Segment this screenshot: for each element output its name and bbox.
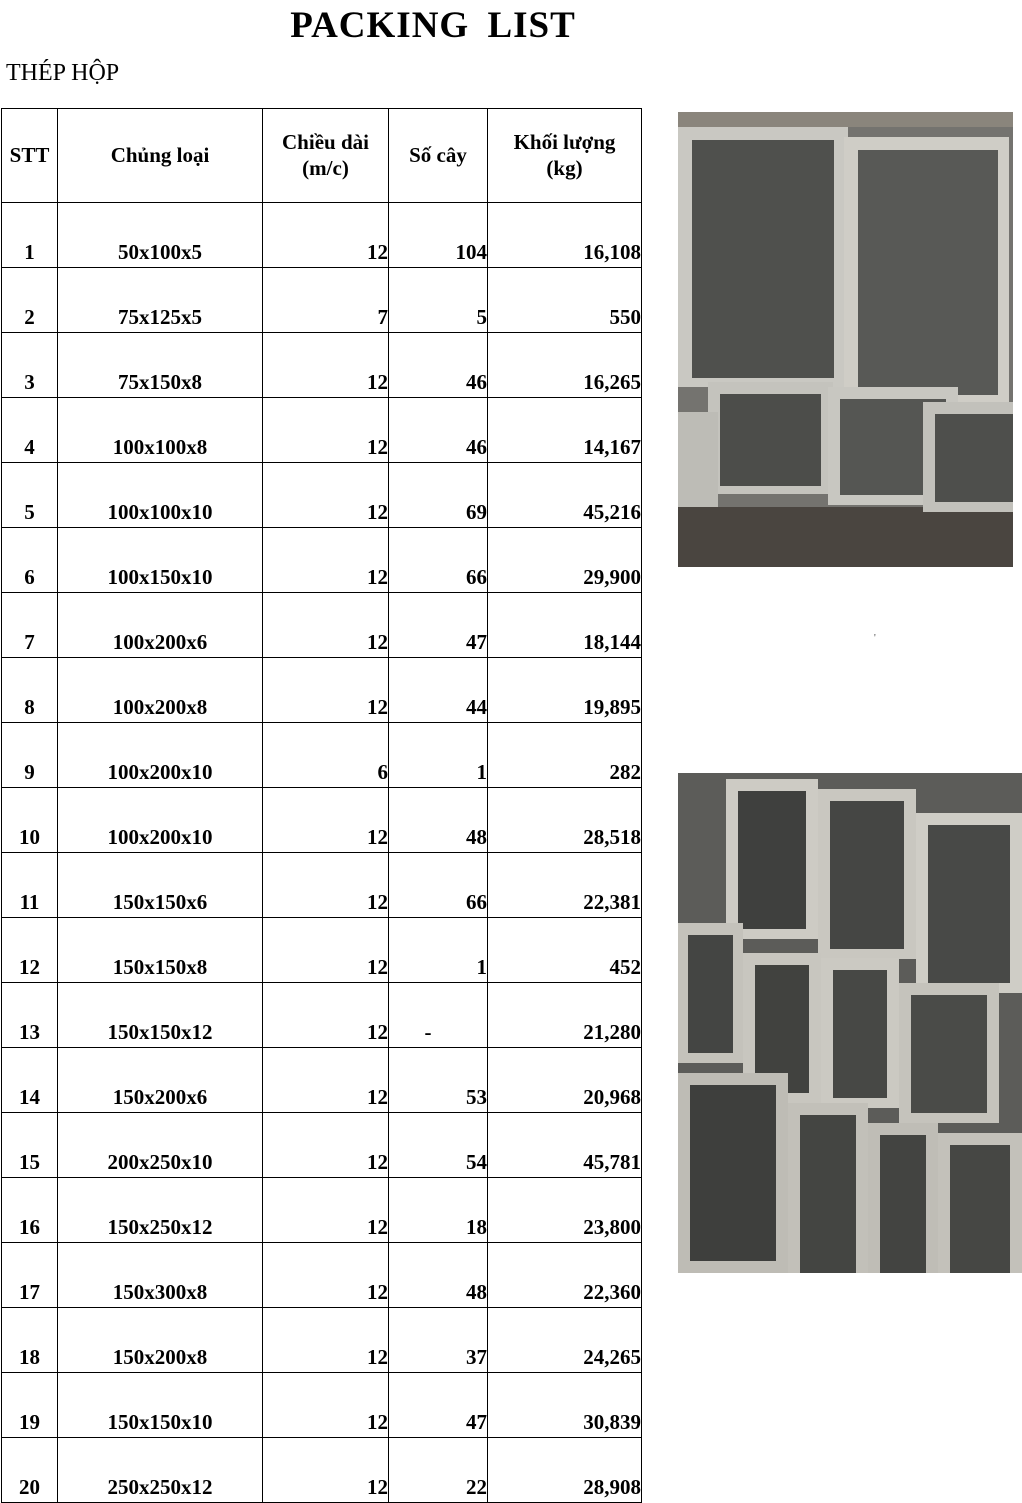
packing-list-table — [1, 108, 642, 1503]
row-stt: 14 — [2, 1048, 58, 1113]
table-row — [2, 203, 642, 268]
row-length: 12 — [263, 1308, 389, 1373]
steel-box-tube-photo — [678, 112, 1013, 567]
row-stt: 13 — [2, 983, 58, 1048]
table-row — [2, 658, 642, 723]
row-length: 12 — [263, 398, 389, 463]
row-count: 44 — [389, 658, 488, 723]
row-length: 12 — [263, 788, 389, 853]
row-count: 5 — [389, 268, 488, 333]
header-weight-unit: (kg) — [546, 155, 583, 180]
row-count: - — [389, 983, 488, 1048]
row-stt: 7 — [2, 593, 58, 658]
table-row — [2, 853, 642, 918]
row-weight: 45,781 — [488, 1113, 642, 1178]
row-length: 12 — [263, 658, 389, 723]
row-weight: 30,839 — [488, 1373, 642, 1438]
row-type: 100x200x6 — [58, 593, 263, 658]
row-type: 150x200x6 — [58, 1048, 263, 1113]
row-count: 47 — [389, 593, 488, 658]
table-row — [2, 593, 642, 658]
row-count: 69 — [389, 463, 488, 528]
row-length: 12 — [263, 1438, 389, 1503]
row-length: 12 — [263, 1113, 389, 1178]
steel-box-tube-photo-2 — [678, 773, 1022, 1273]
row-weight: 16,265 — [488, 333, 642, 398]
row-weight: 550 — [488, 268, 642, 333]
table-row — [2, 983, 642, 1048]
row-count: 54 — [389, 1113, 488, 1178]
row-length: 12 — [263, 983, 389, 1048]
row-weight: 19,895 — [488, 658, 642, 723]
row-weight: 28,518 — [488, 788, 642, 853]
row-count: 48 — [389, 788, 488, 853]
table-row — [2, 528, 642, 593]
row-length: 12 — [263, 333, 389, 398]
table-row — [2, 268, 642, 333]
table-row — [2, 1438, 642, 1503]
row-weight: 18,144 — [488, 593, 642, 658]
table-row — [2, 1048, 642, 1113]
row-count: 48 — [389, 1243, 488, 1308]
row-stt: 18 — [2, 1308, 58, 1373]
row-weight: 22,381 — [488, 853, 642, 918]
row-weight: 16,108 — [488, 203, 642, 268]
row-type: 200x250x10 — [58, 1113, 263, 1178]
row-count: 46 — [389, 333, 488, 398]
row-length: 12 — [263, 918, 389, 983]
row-length: 6 — [263, 723, 389, 788]
row-count: 53 — [389, 1048, 488, 1113]
table-row — [2, 463, 642, 528]
row-type: 75x125x5 — [58, 268, 263, 333]
row-count: 47 — [389, 1373, 488, 1438]
row-weight: 29,900 — [488, 528, 642, 593]
row-type: 150x150x8 — [58, 918, 263, 983]
header-length — [263, 109, 389, 203]
table-row — [2, 1113, 642, 1178]
row-type: 100x200x10 — [58, 788, 263, 853]
row-stt: 19 — [2, 1373, 58, 1438]
table-row — [2, 1373, 642, 1438]
table-row — [2, 1178, 642, 1243]
table-row — [2, 398, 642, 463]
header-weight — [488, 109, 642, 203]
row-weight: 452 — [488, 918, 642, 983]
row-length: 12 — [263, 1178, 389, 1243]
table-row — [2, 788, 642, 853]
row-stt: 15 — [2, 1113, 58, 1178]
row-type: 150x150x12 — [58, 983, 263, 1048]
row-type: 150x300x8 — [58, 1243, 263, 1308]
row-length: 7 — [263, 268, 389, 333]
row-length: 12 — [263, 1243, 389, 1308]
table-row — [2, 918, 642, 983]
header-length-unit: (m/c) — [302, 155, 349, 180]
page-title: PACKING LIST — [290, 5, 576, 46]
row-length: 12 — [263, 463, 389, 528]
row-type: 150x200x8 — [58, 1308, 263, 1373]
table-row — [2, 333, 642, 398]
row-type: 100x150x10 — [58, 528, 263, 593]
product-category: THÉP HỘP — [6, 60, 120, 86]
row-type: 150x150x10 — [58, 1373, 263, 1438]
row-stt: 11 — [2, 853, 58, 918]
row-stt: 9 — [2, 723, 58, 788]
table-row — [2, 1243, 642, 1308]
row-weight: 45,216 — [488, 463, 642, 528]
row-stt: 16 — [2, 1178, 58, 1243]
row-type: 250x250x12 — [58, 1438, 263, 1503]
row-stt: 8 — [2, 658, 58, 723]
row-stt: 2 — [2, 268, 58, 333]
row-type: 150x150x6 — [58, 853, 263, 918]
header-length-label: Chiều dài — [282, 130, 369, 155]
row-count: 37 — [389, 1308, 488, 1373]
row-weight: 28,908 — [488, 1438, 642, 1503]
table-row — [2, 1308, 642, 1373]
row-count: 66 — [389, 853, 488, 918]
row-count: 46 — [389, 398, 488, 463]
row-count: 1 — [389, 723, 488, 788]
row-weight: 23,800 — [488, 1178, 642, 1243]
row-length: 12 — [263, 1373, 389, 1438]
row-length: 12 — [263, 853, 389, 918]
row-count: 18 — [389, 1178, 488, 1243]
stray-mark: ' — [874, 633, 876, 644]
row-count: 104 — [389, 203, 488, 268]
row-type: 150x250x12 — [58, 1178, 263, 1243]
row-type: 100x100x10 — [58, 463, 263, 528]
row-length: 12 — [263, 203, 389, 268]
row-length: 12 — [263, 1048, 389, 1113]
row-weight: 22,360 — [488, 1243, 642, 1308]
row-weight: 282 — [488, 723, 642, 788]
row-weight: 14,167 — [488, 398, 642, 463]
row-weight: 20,968 — [488, 1048, 642, 1113]
table-header-row — [2, 109, 642, 203]
row-type: 100x100x8 — [58, 398, 263, 463]
row-stt: 3 — [2, 333, 58, 398]
row-type: 50x100x5 — [58, 203, 263, 268]
row-length: 12 — [263, 593, 389, 658]
row-type: 100x200x8 — [58, 658, 263, 723]
row-stt: 12 — [2, 918, 58, 983]
row-type: 75x150x8 — [58, 333, 263, 398]
header-weight-label: Khối lượng — [513, 130, 616, 155]
row-type: 100x200x10 — [58, 723, 263, 788]
row-stt: 4 — [2, 398, 58, 463]
row-stt: 5 — [2, 463, 58, 528]
row-stt: 1 — [2, 203, 58, 268]
row-stt: 17 — [2, 1243, 58, 1308]
row-stt: 10 — [2, 788, 58, 853]
row-stt: 6 — [2, 528, 58, 593]
row-count: 66 — [389, 528, 488, 593]
row-count: 22 — [389, 1438, 488, 1503]
row-weight: 24,265 — [488, 1308, 642, 1373]
row-length: 12 — [263, 528, 389, 593]
header-type: Chủng loại — [58, 109, 263, 203]
header-count: Số cây — [389, 109, 488, 203]
header-stt: STT — [2, 109, 58, 203]
row-weight: 21,280 — [488, 983, 642, 1048]
row-count: 1 — [389, 918, 488, 983]
row-stt: 20 — [2, 1438, 58, 1503]
table-row — [2, 723, 642, 788]
